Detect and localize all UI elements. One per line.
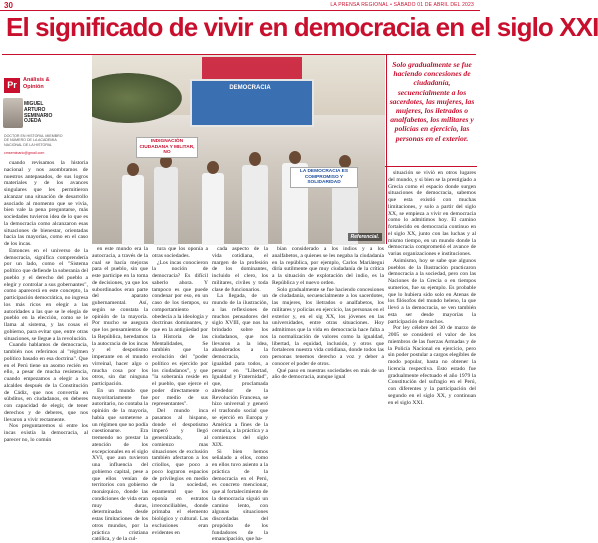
article-column-6 (388, 170, 476, 478)
protest-sign-right: LA DEMOCRACIA ES COMPROMISO Y SOLIDARIDAD (290, 167, 358, 188)
paragraph: Cuando hablamos de democracia, también nos referimos al "régimen político basado en esa doctrina". Que en el Perú tiene un asomo recién en ello, a pesar de mucha resistencia, cuando empezamos a elegir a los alcaldes después de la Constitución de Cádiz, que nos convertía en súbditos, en ciudadanos, en deberes con capacidad de elegir, de tener derechos y de deberes, que nos llevaron a vivir rectamente. (4, 342, 88, 423)
paragraph: Nos preguntaremos si entre los incas existía la democracia, al parecer no, lo común (4, 423, 88, 443)
newspaper-logo: Pr (4, 78, 20, 93)
paragraph: situación se viviό en otros lugares del mundo, y si bien se la prestigiado a Grecia como el espacio donde surgen situaciones de democracia, sabemos que esta existió con muchas limitaciones, y solo a partir del siglo XX, se empieza a vivir en democracia como lo admitimos hoy. El camino fortalecido en democracia continuo en el siglo XX, junto con las luchas y al mismo tiempo, en un mundo donde la democracia comprometió el avance de varias organizaciones e instituciones. (388, 170, 476, 258)
paragraph: Del mundo inca pasamos al hispano, donde el despotismo imperó y llegó generalizado, al comienzo mas situaciones de exclusión también afectaron a los criollos, que poco a poco lograron espacios de privilegios en medio de la sociedad, estamental que los oponía en estratos irreconciliables, donde primaba el elemento biológico y cultural. Las exclusiones eran evidentes en (152, 408, 208, 536)
paragraph: Si bien hemos señalado a ellos, como en ellos tuvo asiento a la práctica de la democracia en el Perú, es concreto mencionar, que al fortalecimiento de la democracia siguió un camino lento, con algunas situaciones discordadas del propósito de los fundadores de la emancipación, que ha- (212, 449, 268, 543)
article-column-2 (92, 246, 148, 478)
paragraph: Qué paso en nuestras sociedades en más de un año de democracia, aunque igual (272, 368, 384, 382)
pull-quote: Solo gradualmente se fue haciendo concesiones de ciudadanía, secuencialmente a los sacerdotes, las mujeres, las mujeres, los iletrados o analfabetos, los militares y policías en ejercicio, las personas en el exterior. (388, 60, 476, 143)
author-bio: DOCTOR EN HISTORIA. MIEMBRO DE NÚMERO DE LA ACADEMIA NACIONAL DE LA HISTORIA. (4, 134, 68, 147)
article-photo (92, 55, 385, 244)
author-email: cmseminario@gmail.com (4, 151, 68, 155)
publication-info: LA PRENSA REGIONAL • SÁBADO 01 DE ABRIL DEL 2023 (330, 2, 474, 8)
protester-head (207, 161, 219, 174)
paragraph: tura que los oponía a otras sociedades. (152, 246, 208, 260)
photo-divider (386, 55, 387, 244)
paragraph: En un mundo que mayoritariamente fue autoritario, no contaba la opinión de la mayoría, había que someterse a un régimen que no podía cuestionarse. Era tremendo no prestar la atención de los excepcionales en el siglo XVI, que aun tuvieron una influencia del gobierno capital, pese a que ellos venían de territorios con gobierno monárquico, donde las condiciones de vida eran muy duras, determinadas desde estas limitaciones de los otros mundos, por la práctica cristiana católica, y de la cul- (92, 388, 148, 543)
paragraph: cuando revisamos la historia nacional y nos asombramos de nuestros antepasados, de sus logros materiales y de los avances singulares que les permitieron alcanzar una situación de desarrollo asociado al momento que se vivía, bien vale la pena preguntarse, más sociedades tuvieron idea de lo que es la democracia como alcanzaron esas situaciones de bienestar, orientadas hacia las mayorías, como en el caso de los incas. (4, 160, 88, 248)
protest-sign-left: INDIGNACIÓN CIUDADANA Y MILITAR, NO (136, 137, 198, 158)
paragraph: Entonces en el universo de la democracia, significa comprendería por un lado, como el "Sistema político que defiende la soberanía del pueblo y el derecho del pueblo a elegir y controlar a sus gobernantes", como aparecerá en este concepto, la participación democrática, no ingresa los más ricos en elegir a las autoridades a las que se le elegía de pueblo en la elección, como se le llama al sistema, y las cosas el gobierno, para evitar que, entre otras situaciones, se llegue a la revolución. (4, 248, 88, 343)
article-headline: El significado de vivir en democracia en el siglo XXI (6, 12, 476, 42)
trees (92, 73, 182, 123)
protester (202, 173, 224, 245)
quote-rule (385, 166, 477, 167)
article-column-3 (152, 246, 208, 478)
protester-head (249, 152, 261, 166)
section-label: Análisis & Opinión (23, 77, 63, 90)
author-photo (3, 98, 23, 128)
protester-head (127, 163, 139, 176)
author-name: MIGUEL ARTURO SEMINARIO OJEDA (24, 102, 64, 125)
paragraph: en este mundo era la autocracia, a través de la cual se hacía mejoras para el pueblo, sin que este participe en la toma de decisiones, ya que los subordinados eran parte del aparato gubernamental. Así, según se constata la opinión de la mayoría. Por mucho se asegura que los pensamientos de la República, heredamos la autocracia de los incas y el despotismo imperante en el mundo virreinal, hacer algo o mucha cosa por los otros, sin dar ninguna participación. (92, 246, 148, 388)
paragraph: ¿Los incas conocieron la noción de democracia? Es difícil saberlo ahora. Y tampoco es que puede condenar por eso, en un caso de los tiempos, su comportamiento obedecía a la ideología y doctrinas dominantes, y que en la antigüedad por la Historia de las Mentalidades, Se también que la evolución del "poder político es ejercido por los ciudadanos", y que "la soberanía reside en el pueblo, que ejerce el poder directamente o por medio de sus representantes". (152, 260, 208, 409)
article-column-4 (212, 246, 268, 478)
paragraph: Solo gradualmente se fue haciendo concesiones de ciudadanía, secuencialmente a los sacerdotes, las mujeres, los iletrados o analfabetos, los militares y policías en ejercicio, las personas en el exterior y, en el sig XX, los jóvenes en las universidades, entre otras situaciones. Hoy admitimos que la vida en democracia hace falta a la normalización de valores como la igualdad, libertad, la equidad, inclusión, y otros que fortalecen nuestra vida cotidiana, donde todos las personas tenemos derecho a voz y deber a conocer el poder de otros. (272, 287, 384, 368)
article-column-1 (4, 160, 88, 478)
protester (242, 165, 268, 245)
article-column-5 (272, 246, 384, 478)
protester-head (289, 151, 301, 164)
paragraph: La llegada, de un mundo de la ilustración, a las reflexiones de muchos pensadores del siglo XVIII, que nos ha brindado sobre los ciudadanos, que nos llevaron a la idea, abanderados a la democracia, con igualdad para todos, a pensar en "Libertad, Igualdad y Fraternidad", que, proclamada alrededor de la Revolución Francesa, se hizo universal y generó el trasfondo social que se ejerció en Europa y América a fines de la centuria, a la práctica y a comienzos del siglo XIX. (212, 293, 268, 448)
paragraph: Asimismo, hoy se sabe que algunos pueblos de la Ilustración practicaron democracia a la sociedad, pero con las Naciones de la Grecia o en tiempos sumerios, fue su ejemplo. Es probable que lo hubiera sido solo en Atenas de los filósofos del mundo heleno, la que llevó a la democracia, se ven también esta ser desde mayorías la participación de muchos. (388, 258, 476, 326)
header-rule (0, 10, 480, 11)
photo-credit: Referencial. (348, 233, 382, 241)
paragraph: cada aspecto de la vida cotidiana, el margen de la profesión de los dominantes, incluido el clero, los militares, civiles y toda clase de funcionarios. (212, 246, 268, 293)
protester (122, 175, 144, 245)
paragraph: Por ley célebre del 30 de marzo de 2005 se consideró el valor de los miembros de las fuerzas Armadas y de la Policía Nacional en ejercicio, pero sin poder postular a cargos elegibles de modo popular, hasta no obtener la licencia respectiva. Esto estado fue gradualmente efectuado el año 1979 la Constitución del sufragio en el Perú, con diferentes y la participación del segundo en el siglo XX, y continuan en el siglo XXI. (388, 325, 476, 406)
stage-text: DEMOCRACIA (192, 85, 308, 91)
paragraph: bían considerado a los indios y a los analfabetos, a quienes se les negaba la ciudadanía en la república, por ejemplo, Carlos Mariátegui diría sutilmente que muy ciudadanía de la crítica a la situación de explotación del indio, es la República y el nuevo orden. (272, 246, 384, 287)
page-number: 30 (4, 1, 13, 10)
protester (154, 167, 178, 245)
